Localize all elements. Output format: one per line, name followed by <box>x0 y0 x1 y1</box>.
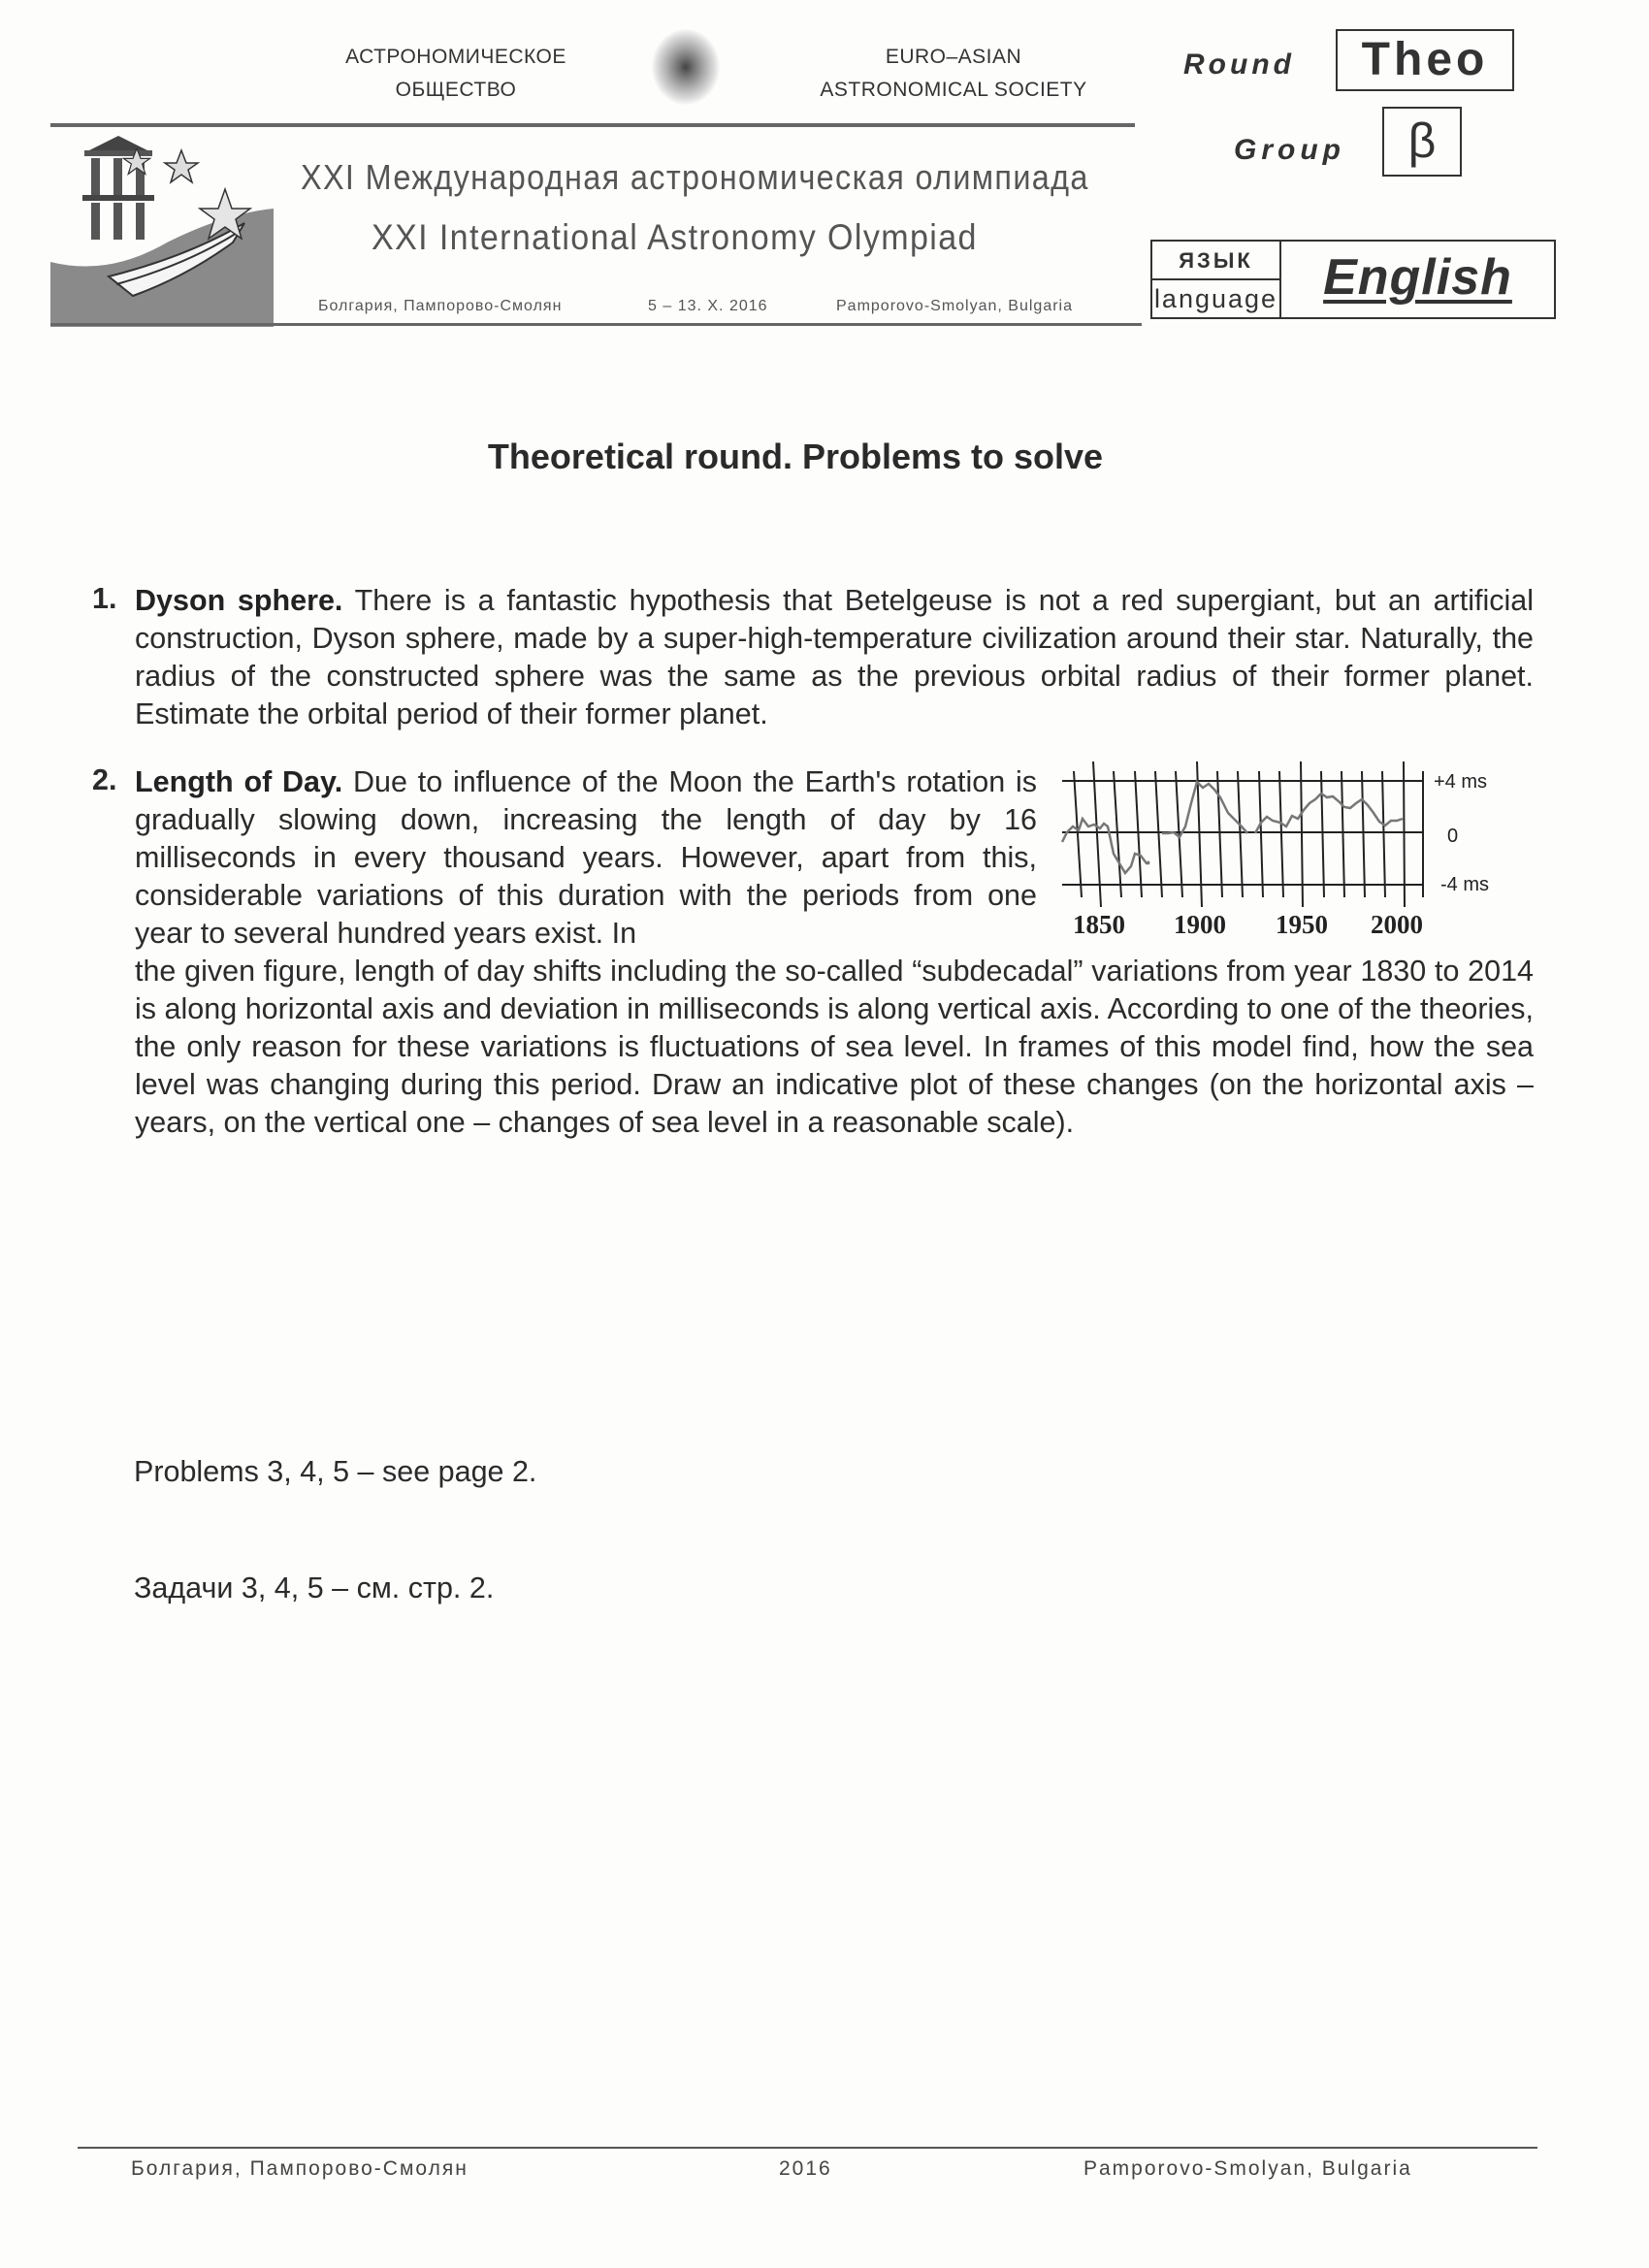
page-title: Theoretical round. Problems to solve <box>487 437 1104 476</box>
galaxy-icon <box>652 29 720 105</box>
problem-number: 1. <box>92 582 117 615</box>
org-name-en-line2: ASTRONOMICAL SOCIETY <box>820 79 1087 101</box>
problem-1-title: Dyson sphere. <box>135 584 343 617</box>
footer-place-ru: Болгария, Пампорово-Смолян <box>131 2157 469 2180</box>
org-name-en <box>793 41 1114 107</box>
language-value-text: English <box>1323 249 1512 306</box>
language-label-ru: ЯЗЫК <box>1152 242 1279 280</box>
y-tick-minus4: -4 ms <box>1440 874 1489 895</box>
language-box <box>1150 240 1556 319</box>
x-tick-1850: 1850 <box>1073 910 1125 939</box>
problem-1 <box>135 582 1534 733</box>
length-of-day-chart <box>1048 757 1552 951</box>
problem-1-text: There is a fantastic hypothesis that Betelgeuse is not a red supergiant, but an artificial construction, Dyson sphere, made by a super-high-temperature civilization around their star. Naturally, the radius of the constructed sphere was the same as the previous orbital radius of their former planet. Estimate the orbital period of their former planet. <box>135 584 1534 730</box>
problem-number: 2. <box>92 763 117 796</box>
header-bottom-divider <box>50 323 1142 326</box>
problem-2-wrapped <box>135 763 1037 953</box>
org-name-ru-line1: АСТРОНОМИЧЕСКОЕ <box>345 46 566 68</box>
footer-year: 2016 <box>779 2157 832 2180</box>
header-divider <box>50 123 1135 127</box>
footer-place-en: Pamporovo-Smolyan, Bulgaria <box>1083 2157 1412 2180</box>
x-tick-2000: 2000 <box>1371 910 1423 939</box>
problem-1-number <box>92 582 116 616</box>
org-name-ru-line2: ОБЩЕСТВО <box>395 79 517 101</box>
group-label: Group <box>1234 134 1345 166</box>
round-value-box: Theo <box>1336 29 1514 91</box>
problem-2-full <box>135 953 1534 1142</box>
olympiad-title-en: XXI International Astronomy Olympiad <box>372 217 978 257</box>
problem-2-text-part1: Due to influence of the Moon the Earth's rotation is gradually slowing down, increasing the length of day by 16 milliseconds in every thousand years. However, apart from this, considerable variations of this duration with the periods from one year to several hundred years exist. In <box>135 765 1037 950</box>
language-label-cell <box>1152 242 1281 317</box>
note-see-page-2-en: Problems 3, 4, 5 – see page 2. <box>134 1455 537 1488</box>
venue-en: Pamporovo-Smolyan, Bulgaria <box>836 298 1073 314</box>
org-name-ru <box>310 41 601 107</box>
round-label: Round <box>1183 49 1295 81</box>
olympiad-dates: 5 – 13. X. 2016 <box>648 298 768 314</box>
note-see-page-2-ru: Задачи 3, 4, 5 – см. стр. 2. <box>134 1571 495 1604</box>
group-value-box: β <box>1382 107 1462 177</box>
footer-divider <box>78 2147 1537 2149</box>
language-label-en: language <box>1153 284 1278 313</box>
problem-2-number <box>92 763 116 797</box>
olympiad-title-ru: XXI Международная астрономическая олимпиада <box>301 157 1089 197</box>
problem-2-text-part2: the given figure, length of day shifts including the so-called “subdecadal” variations from year 1830 to 2014 is along horizontal axis and deviation in milliseconds is along vertical axis. According to one of the theories, the only reason for these variations is fluctuations of sea level. In frames of this model find, how the sea level was changing during this period. Draw an indicative plot of these changes (on the horizontal axis – years, on the vertical one – changes of sea level in a reasonable scale). <box>135 955 1534 1139</box>
org-name-en-line1: EURO–ASIAN <box>885 46 1022 68</box>
venue-ru: Болгария, Пампорово-Смолян <box>318 298 563 314</box>
language-value <box>1281 242 1554 317</box>
y-tick-plus4: +4 ms <box>1434 771 1488 793</box>
problem-2-title: Length of Day. <box>135 765 343 798</box>
x-tick-1950: 1950 <box>1276 910 1328 939</box>
olympiad-logo-icon <box>50 131 274 327</box>
x-tick-1900: 1900 <box>1174 910 1226 939</box>
y-tick-0: 0 <box>1447 826 1459 847</box>
